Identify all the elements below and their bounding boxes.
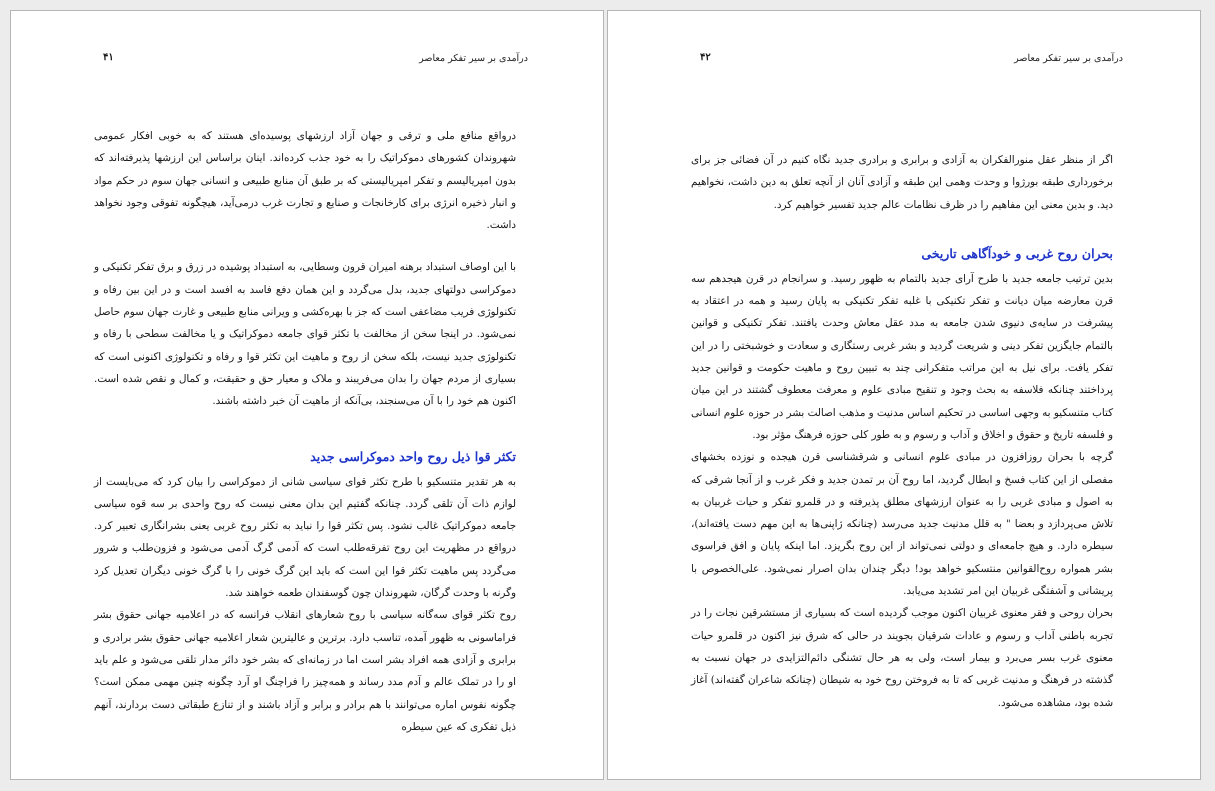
page-right [607,10,1201,780]
paragraph: بدین ترتیب جامعه جدید با طرح آرای جدید بالتمام به ظهور رسید. و سرانجام در قرن هیجدهم سه قرن معارضه میان دیانت و تفکر تکنیکی با غلبه تفکر تکنیکی به پایان رسید و همه در اعتقاد به پیشرفت در سایه‌ی دنیوی شدن جامعه به مدد عقل معاش وحدت یافتند. تفکر تکنیکی و قوانین بالتمام جایگزین تفکر دینی و شریعت گردید و بشر غربی رستگاری و سعادت و خوشبختی را در این تفکر یافت. برای نیل به این مراتب متفکرانی چند به تبیین روح و ماهیت حکومت و قوانین جدید پرداختند چنانکه فلاسفه به بحث وجود و تنقیح مبادی علوم و معرفت معطوف گشتند در این میان کتاب متنسکیو به وجهی اساسی در تحکیم اساس مدنیت و مذهب اصالت بشر در حوزه علوم انسانی و فلسفه تاریخ و حقوق و اخلاق و آداب و رسوم و به طور کلی حوزه فرهنگ مؤثر بود. [691,272,1113,441]
page-number: ۴۱ [103,52,114,63]
running-title: درآمدی بر سیر تفکر معاصر [419,53,528,64]
page-body [94,125,516,738]
paragraph: اگر از منظر عقل منورالفکران به آزادی و برابری و برادری جدید نگاه کنیم در آن فضائی جز برای برخورداری طبقه بورژوا و وحدت وهمی این طبقه و آزادی آنان از آنچه تعلق به دین داشت، نخواهیم دید. و بدین معنی این مفاهیم را در ظرف نظامات عالم جدید تفسیر خواهیم کرد. [691,154,1113,211]
page-body [691,149,1113,714]
paragraph: بحران روحی و فقر معنوی غربیان اکنون موجب گردیده است که بسیاری از مستشرقین نجات را در تجربه باطنی آداب و رسوم و عادات شرقیان بجویند در حالی که شرق نیز اکنون در قلمرو حیات معنوی غرب بسر می‌برد و بیمار است، ولی به هر حال تشنگی دائم‌التزایدی در جهان نسبت به گذشته در فرهنگ و مدنیت غربی که تا به فروختن روح خود به شیطان (چنانکه شاعران گفته‌اند) آغاز شده بود، مشاهده می‌شود. [691,607,1113,709]
section-heading: تکثر قوا ذیل روح واحد دموکراسی جدید [310,448,516,464]
running-title: درآمدی بر سیر تفکر معاصر [1014,53,1123,64]
paragraph: درواقع منافع ملی و ترقی و جهان آزاد ارزشهای پوسیده‌ای هستند که به خوبی افکار عمومی شهروندان کشورهای دموکراتیک را به خود جذب کرده‌اند. اینان براساس این ارزشها پذیرفته‌اند که بدون امپریالیسم و تفکر امپریالیستی که بر طبق آن منابع طبیعی و انسانی جهان سوم در حکم مواد و انبار ذخیره انرژی برای کارخانجات و صنایع و تجارت غرب درمی‌آید، هیچگونه تفوقی وجود نخواهد داشت. [94,130,516,232]
paragraph: گرچه با بحران روزافزون در مبادی علوم انسانی و شرقشناسی قرن هیجده و نوزده بخشهای مفصلی از این کتاب فسخ و ابطال گردید، اما روح آن بر تمدن جدید و فکر غرب و از آنجا شرقی که به اصول و مبادی غربی را به عنوان ارزشهای مطلق پذیرفته و در قلمرو تفکر و حیات غربیان به تلاش می‌پردازد و بعضا ‌" به قلل مدنیت جدید می‌رسد (چنانکه ژاپنی‌ها به این مهم دست یافته‌اند)، سیطره دارد. و هیچ جامعه‌ای و دولتی نمی‌تواند از این روح بگریزد. اما اینکه پایان و افق فراسوی بشر همواره روح‌القوانین منتسکیو خواهد بود! دیگر چندان بدان اصرار نمی‌شود. علی‌الخصوص با پریشانی و آشفتگی غربیان این امر تشدید می‌یابد. [691,451,1113,598]
section-heading: بحران روح غربی و خودآگاهی تاریخی [921,245,1113,261]
paragraph: روح تکثر قوای سه‌گانه سیاسی با روح شعارهای انقلاب فرانسه که در اعلامیه جهانی حقوق بشر فراماسونی به ظهور آمده، تناسب دارد. برترین و عالیترین شعار اعلامیه جهانی حقوق بشر برادری و برابری و آزادی همه افراد بشر است اما در زمانه‌ای که بشر خود دائر مدار تلقی می‌شود و علم باید او را در تملک عالم و آدم مدد رساند و همه‌چیز را فراچنگ او آرد چگونه چنین مهمی ممکن است؟ چگونه نفوس اماره می‌توانند با هم برادر و برابر و آزاد باشند و از تنازع طبقاتی دست بردارند، آنهم ذیل تفکری که عین سیطره [94,609,516,733]
paragraph: با این اوصاف استبداد برهنه امیران قرون وسطایی، به استبداد پوشیده در زرق و برق تفکر تکنیکی و دموکراسی دولتهای جدید، بدل می‌گردد و این همان دفع فاسد به افسد است و در این بین رفاه و تکنولوژی فریب مضاعفی است که جز با بهره‌کشی و ویرانی منابع طبیعی و غارت جهان سوم حاصل نمی‌شود. در اینجا سخن از مخالفت با تکثر قوای جامعه دموکراتیک و یا مخالفت سطحی با رفاه و تکنولوژی جدید نیست، بلکه سخن از روح و ماهیت این تکثر قوا و رفاه و تکنولوژی اکنونی است که بسیاری از مردم جهان را بدان می‌فریبند و ملاک و معیار حق و حقیقت، و کمال و نقص شده است. اکنون هم خود را با آن می‌سنجند، بی‌آنکه از ماهیت آن خبر داشته باشند. [94,261,516,408]
page-left [10,10,604,780]
paragraph: به هر تقدیر متنسکیو با طرح تکثر قوای سیاسی شانی از دموکراسی را بیان کرد که می‌بایست از لوازم ذات آن تلقی گردد. چنانکه گفتیم این بدان معنی نیست که روح واحدی بر سه قوه سیاسی جامعه دموکراتیک غالب نشود. پس تکثر قوا را نباید به تکثر روح غربی یعنی بشرانگاری تعبیر کرد. درواقع در مظهریت این روح تفرقه‌طلب است که آدمی گرگ آدمی می‌شود و فزون‌طلب و شرور می‌گردد پس ماهیت تکثر قوا این است که باید این گرگ خونی را با گرگ خونی دیگران تعدیل کرد وگرنه با وحدت گرگان، شهروندان چون گوسفندان طعمه خواهند شد. [94,475,516,600]
page-number: ۴۲ [700,52,711,63]
